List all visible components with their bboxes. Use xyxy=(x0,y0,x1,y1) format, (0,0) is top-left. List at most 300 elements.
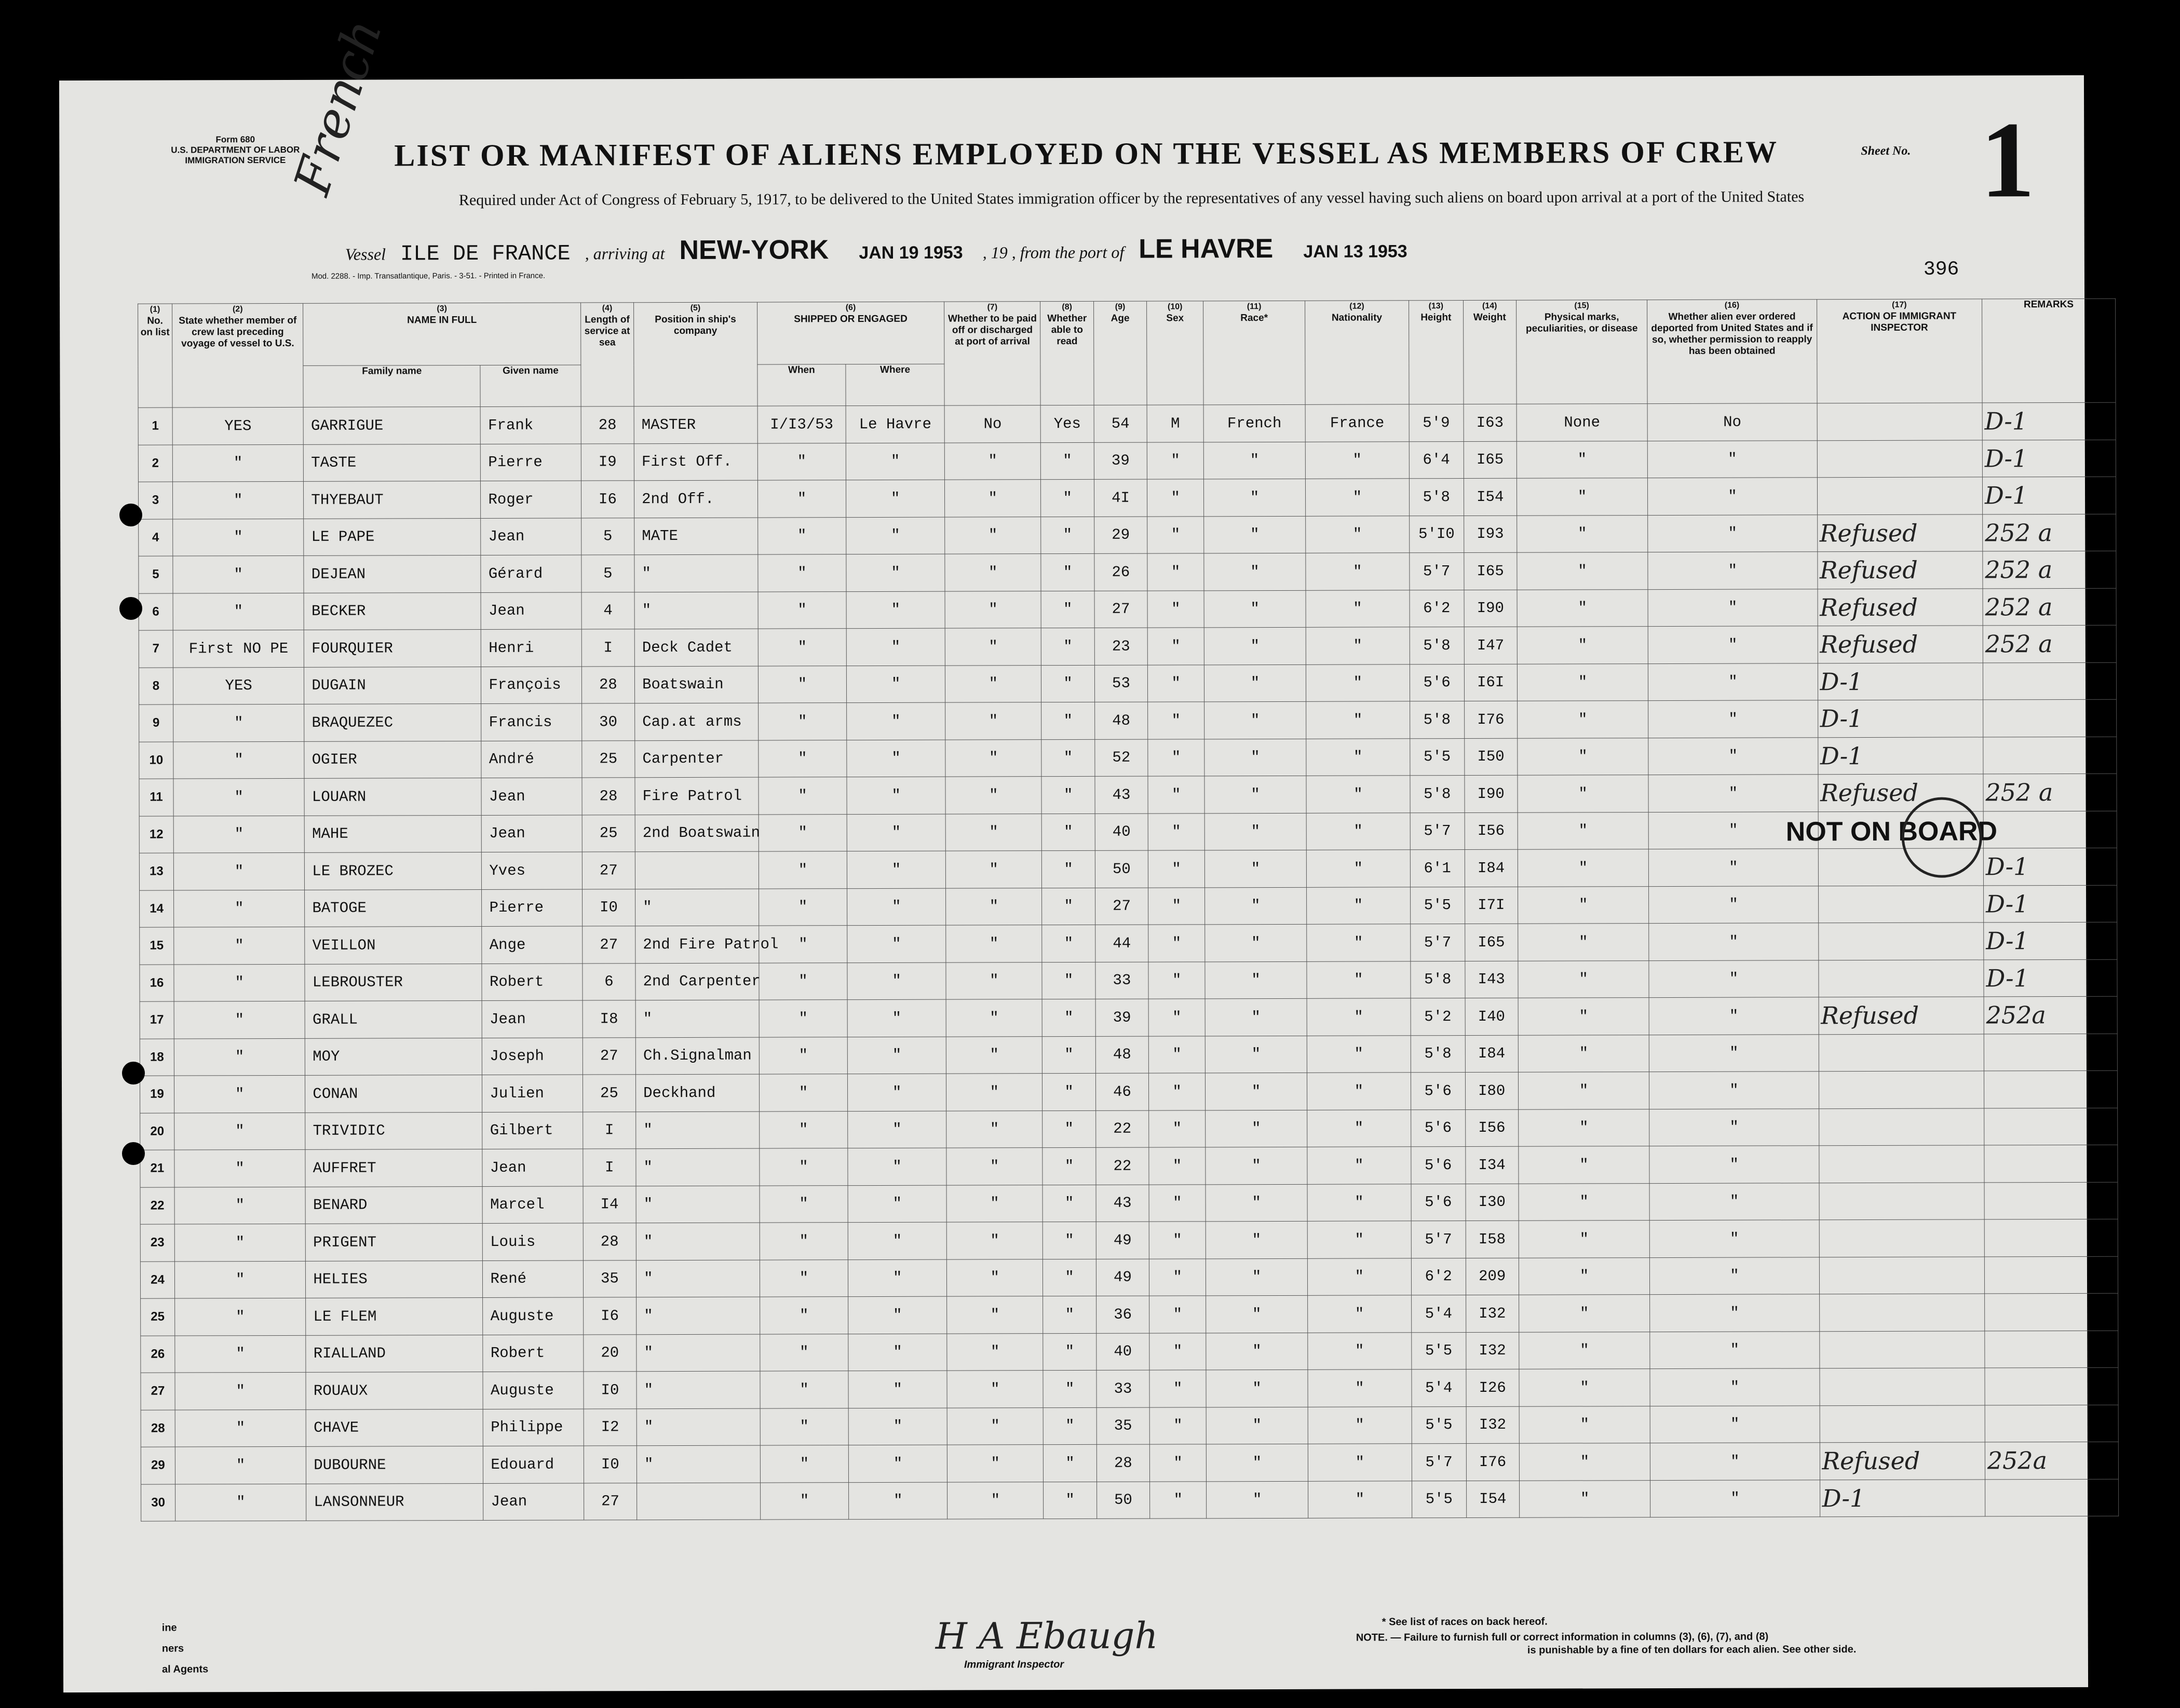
col-header-nationality: (12) Nationality xyxy=(1305,301,1409,405)
row-age: 39 xyxy=(1094,442,1147,480)
row-length-of-service: 28 xyxy=(583,1223,637,1260)
row-physical-marks: " xyxy=(1519,1406,1650,1443)
row-remarks xyxy=(1984,1070,2117,1108)
row-prev-voyage: YES xyxy=(173,667,304,704)
row-number: 30 xyxy=(141,1484,175,1522)
row-remarks: 252 a xyxy=(1983,774,2117,811)
row-race: " xyxy=(1204,553,1306,590)
row-sex: " xyxy=(1147,479,1204,517)
row-weight: I32 xyxy=(1466,1406,1520,1444)
row-able-to-read: " xyxy=(1042,962,1095,999)
row-length-of-service: 6 xyxy=(583,963,636,1000)
row-prev-voyage: " xyxy=(173,890,305,927)
row-paid-off: " xyxy=(945,517,1041,554)
row-inspector-action: Refused xyxy=(1817,514,1983,551)
row-shipped-when: " xyxy=(759,814,847,851)
row-nationality: " xyxy=(1306,738,1410,776)
row-number: 10 xyxy=(139,742,173,779)
row-length-of-service: 27 xyxy=(582,852,635,889)
row-remarks xyxy=(1984,1034,2117,1071)
row-physical-marks: " xyxy=(1518,775,1649,812)
row-shipped-where: " xyxy=(847,814,945,851)
col-header-where: Where xyxy=(846,364,944,405)
row-sex: " xyxy=(1149,1110,1206,1147)
row-weight: I65 xyxy=(1465,924,1518,961)
row-prev-voyage: " xyxy=(175,1298,306,1335)
row-inspector-action: Refused xyxy=(1820,1442,1985,1480)
row-sex: M xyxy=(1147,405,1203,442)
punch-hole xyxy=(119,504,142,526)
row-race: " xyxy=(1206,1295,1308,1333)
ship-seal xyxy=(1902,797,1982,877)
row-weight: I6I xyxy=(1464,664,1518,701)
table-row xyxy=(141,1442,2118,1484)
row-height: 5'2 xyxy=(1411,998,1465,1036)
row-able-to-read: " xyxy=(1041,776,1095,814)
row-given-name: Jean xyxy=(481,518,581,555)
row-able-to-read: " xyxy=(1041,665,1095,702)
row-shipped-where: " xyxy=(846,554,945,591)
form-id: Form 680 U.S. DEPARTMENT OF LABOR IMMIGRATION SERVICE xyxy=(171,134,300,166)
row-number: 15 xyxy=(140,927,174,965)
row-age: 54 xyxy=(1094,405,1147,442)
row-age: 28 xyxy=(1096,1444,1150,1482)
row-number: 28 xyxy=(141,1410,175,1447)
row-shipped-where: " xyxy=(848,1074,946,1111)
row-paid-off: " xyxy=(946,925,1042,963)
row-age: 33 xyxy=(1095,962,1149,999)
row-deported: " xyxy=(1649,923,1818,960)
row-shipped-where: " xyxy=(846,517,945,554)
row-sex: " xyxy=(1148,702,1204,739)
row-prev-voyage: " xyxy=(174,1075,305,1113)
row-race: " xyxy=(1204,627,1306,665)
col-header-deported: (16) Whether alien ever ordered deported from United States and if so, whether permission to reapply has been obtained xyxy=(1647,300,1817,404)
row-height: 5'6 xyxy=(1411,1184,1466,1221)
row-given-name: Jean xyxy=(482,1149,583,1186)
row-age: 46 xyxy=(1095,1073,1149,1110)
row-length-of-service: I6 xyxy=(581,481,634,518)
row-able-to-read: " xyxy=(1043,1333,1096,1371)
row-race: " xyxy=(1207,1481,1308,1519)
row-remarks: 252a xyxy=(1984,996,2117,1034)
row-position: MASTER xyxy=(634,406,757,443)
left-fragment: al Agents xyxy=(161,1663,209,1675)
row-length-of-service: I xyxy=(583,1149,637,1186)
row-age: 26 xyxy=(1094,553,1148,591)
row-remarks: D-1 xyxy=(1983,848,2117,885)
row-race: " xyxy=(1207,1444,1308,1481)
row-position: " xyxy=(635,889,759,926)
row-physical-marks: " xyxy=(1518,1109,1649,1146)
row-able-to-read: " xyxy=(1042,814,1095,851)
row-physical-marks: " xyxy=(1518,812,1649,849)
row-able-to-read: " xyxy=(1043,1222,1096,1259)
row-shipped-when: " xyxy=(759,1000,848,1037)
row-paid-off: " xyxy=(946,1148,1043,1185)
row-number: 5 xyxy=(139,556,173,593)
row-sex: " xyxy=(1148,739,1204,776)
row-race: " xyxy=(1204,813,1306,850)
row-physical-marks: " xyxy=(1519,1146,1650,1184)
row-position: " xyxy=(637,1445,760,1483)
row-position: Ch.Signalman xyxy=(635,1037,759,1075)
row-nationality: " xyxy=(1307,1109,1411,1147)
col-header-race: (11) Race* xyxy=(1203,301,1305,405)
table-row xyxy=(140,1108,2118,1150)
row-shipped-when: " xyxy=(760,1334,848,1371)
row-inspector-action: D-1 xyxy=(1818,737,1983,774)
col-header-prev: (2) State whether member of crew last preceding voyage of vessel to U.S. xyxy=(172,303,304,408)
row-family-name: TRIVIDIC xyxy=(305,1112,482,1149)
row-shipped-when: " xyxy=(759,963,848,1000)
row-given-name: Jean xyxy=(483,1483,584,1520)
row-prev-voyage: " xyxy=(175,1335,306,1373)
row-age: 23 xyxy=(1094,628,1148,665)
row-race: " xyxy=(1204,701,1306,739)
row-physical-marks: " xyxy=(1516,478,1648,516)
row-shipped-where: " xyxy=(848,1296,947,1334)
row-able-to-read: " xyxy=(1041,442,1094,480)
row-number: 11 xyxy=(139,779,173,816)
col-header-action: (17) ACTION OF IMMIGRANT INSPECTOR xyxy=(1817,299,1982,403)
row-given-name: Jean xyxy=(481,778,581,815)
footnote-penalty-cont: is punishable by a fine of ten dollars for each alien. See other side. xyxy=(1527,1644,1857,1656)
row-weight: I32 xyxy=(1466,1332,1519,1370)
row-prev-voyage: " xyxy=(174,1001,305,1038)
row-sex: " xyxy=(1149,1370,1206,1407)
row-deported: " xyxy=(1649,960,1818,997)
row-height: 5'5 xyxy=(1412,1481,1466,1518)
row-age: 22 xyxy=(1095,1110,1149,1148)
row-prev-voyage: " xyxy=(174,1113,306,1150)
row-inspector-action xyxy=(1818,959,1984,997)
row-able-to-read: " xyxy=(1042,1036,1096,1074)
row-weight: I76 xyxy=(1464,701,1518,738)
page-number: 396 xyxy=(1923,258,1959,281)
row-position: " xyxy=(637,1408,760,1446)
table-row xyxy=(141,1367,2118,1409)
row-prev-voyage: " xyxy=(173,555,304,593)
row-height: 5'5 xyxy=(1412,1406,1466,1444)
row-deported: " xyxy=(1649,1146,1819,1183)
from-label: , from the port of xyxy=(1011,242,1125,262)
row-weight: I90 xyxy=(1464,590,1518,627)
row-family-name: OGIER xyxy=(304,741,481,778)
row-given-name: Robert xyxy=(482,963,582,1000)
row-deported: " xyxy=(1649,1034,1819,1072)
row-prev-voyage: " xyxy=(174,1261,306,1298)
punch-hole xyxy=(122,1062,145,1085)
row-physical-marks: " xyxy=(1518,738,1649,775)
row-length-of-service: 28 xyxy=(581,666,635,703)
row-number: 19 xyxy=(140,1076,174,1113)
row-paid-off: " xyxy=(946,1222,1043,1259)
row-race: " xyxy=(1206,1110,1307,1147)
row-family-name: LE BROZEC xyxy=(305,852,482,889)
row-nationality: " xyxy=(1307,1147,1411,1184)
row-able-to-read: " xyxy=(1042,1110,1096,1148)
row-inspector-action: Refused xyxy=(1818,774,1984,811)
row-deported: " xyxy=(1648,589,1817,626)
row-physical-marks: " xyxy=(1518,924,1649,961)
row-number: 2 xyxy=(138,445,172,482)
row-physical-marks: " xyxy=(1519,1332,1650,1369)
row-age: 49 xyxy=(1096,1222,1149,1259)
row-remarks xyxy=(1984,1219,2118,1256)
row-prev-voyage: " xyxy=(172,481,304,519)
row-given-name: Yves xyxy=(482,852,582,889)
row-inspector-action xyxy=(1819,1145,1984,1183)
row-physical-marks: " xyxy=(1516,515,1648,552)
row-race: " xyxy=(1205,924,1307,961)
row-inspector-action xyxy=(1817,440,1983,477)
row-weight: I30 xyxy=(1466,1184,1519,1221)
row-able-to-read: " xyxy=(1042,1147,1096,1185)
row-age: 43 xyxy=(1095,776,1148,814)
row-deported: No xyxy=(1647,403,1817,441)
row-height: 5'7 xyxy=(1410,812,1465,850)
row-physical-marks: " xyxy=(1518,886,1649,924)
row-age: 50 xyxy=(1096,1482,1150,1519)
left-fragment: ine xyxy=(161,1622,177,1634)
row-remarks xyxy=(1984,1182,2118,1219)
row-able-to-read: " xyxy=(1041,628,1095,665)
row-position: 2nd Off. xyxy=(634,480,758,518)
row-nationality: " xyxy=(1306,553,1410,590)
row-weight: I40 xyxy=(1465,998,1519,1035)
row-inspector-action xyxy=(1819,1071,1984,1108)
row-nationality: France xyxy=(1305,404,1409,442)
requirement-text: Required under Act of Congress of February 5, 1917, to be delivered to the United States immigration officer by the representatives of any vessel having such aliens on board upon arrival at a port of the United States xyxy=(458,188,1805,209)
row-number: 24 xyxy=(140,1262,174,1299)
row-weight: I90 xyxy=(1464,775,1518,812)
row-race: French xyxy=(1203,404,1305,442)
row-length-of-service: 5 xyxy=(581,518,634,555)
row-nationality: " xyxy=(1306,627,1410,665)
row-paid-off: " xyxy=(947,1482,1044,1519)
col-header-shipped: (6) SHIPPED OR ENGAGED xyxy=(757,302,944,364)
row-position: " xyxy=(634,554,758,592)
row-race: " xyxy=(1205,887,1307,925)
table-row xyxy=(139,699,2117,741)
row-height: 6'2 xyxy=(1411,1258,1466,1295)
row-length-of-service: I8 xyxy=(583,1000,636,1038)
row-physical-marks: " xyxy=(1519,1480,1650,1517)
row-deported: " xyxy=(1648,775,1818,812)
row-shipped-where: " xyxy=(849,1445,947,1482)
row-position xyxy=(635,851,759,889)
row-sex: " xyxy=(1148,813,1204,850)
row-number: 1 xyxy=(138,408,172,445)
row-weight: I84 xyxy=(1465,1035,1519,1073)
row-prev-voyage: " xyxy=(175,1409,306,1447)
row-prev-voyage: " xyxy=(173,852,305,890)
row-able-to-read: " xyxy=(1042,999,1096,1036)
row-shipped-when: " xyxy=(760,1297,848,1334)
row-prev-voyage: " xyxy=(174,1038,305,1076)
row-weight: I56 xyxy=(1465,1109,1519,1147)
row-prev-voyage: " xyxy=(173,704,305,741)
row-shipped-when: " xyxy=(757,443,846,480)
col-header-when: When xyxy=(757,364,846,406)
row-inspector-action xyxy=(1820,1368,1985,1405)
table-row xyxy=(141,1405,2118,1447)
row-family-name: ROUAUX xyxy=(306,1372,483,1409)
row-height: 5'8 xyxy=(1410,701,1465,739)
row-sex: " xyxy=(1149,1258,1206,1296)
row-weight: I50 xyxy=(1464,738,1518,776)
table-row xyxy=(140,1034,2117,1076)
row-family-name: PRIGENT xyxy=(306,1223,483,1260)
row-shipped-when: " xyxy=(757,517,846,554)
row-length-of-service: 27 xyxy=(582,926,635,964)
row-position: Fire Patrol xyxy=(635,777,759,815)
row-physical-marks: " xyxy=(1517,589,1648,627)
row-shipped-when: " xyxy=(758,591,847,629)
row-nationality: " xyxy=(1307,1184,1411,1221)
row-position: Deck Cadet xyxy=(634,629,758,666)
row-family-name: DEJEAN xyxy=(304,555,481,592)
row-inspector-action: Refused xyxy=(1819,997,1984,1034)
row-shipped-where: " xyxy=(847,999,946,1037)
printer-line: Mod. 2288. - Imp. Transatlantique, Paris. - 3-51. - Printed in France. xyxy=(311,271,546,281)
row-nationality: " xyxy=(1308,1370,1412,1407)
row-given-name: Gilbert xyxy=(482,1111,583,1149)
row-nationality: " xyxy=(1306,887,1410,924)
row-deported: " xyxy=(1649,1220,1819,1257)
row-shipped-when: " xyxy=(759,926,847,963)
row-paid-off: " xyxy=(945,777,1042,814)
row-age: 36 xyxy=(1096,1296,1149,1333)
row-shipped-where: " xyxy=(848,1185,946,1223)
row-race: " xyxy=(1205,998,1307,1036)
row-age: 22 xyxy=(1096,1147,1149,1185)
row-paid-off: " xyxy=(945,851,1042,888)
row-inspector-action xyxy=(1819,1034,1984,1071)
row-age: 40 xyxy=(1096,1333,1150,1371)
table-row xyxy=(138,402,2116,444)
row-length-of-service: 28 xyxy=(582,778,635,815)
row-paid-off: " xyxy=(945,591,1041,628)
row-given-name: Pierre xyxy=(481,443,581,481)
table-row xyxy=(141,1331,2118,1373)
row-deported: " xyxy=(1648,478,1817,515)
row-paid-off: " xyxy=(947,1296,1044,1334)
row-sex: " xyxy=(1147,590,1204,628)
row-sex: " xyxy=(1147,553,1204,591)
table-row xyxy=(139,551,2116,593)
row-able-to-read: " xyxy=(1043,1259,1096,1296)
row-nationality: " xyxy=(1308,1481,1412,1518)
row-prev-voyage: " xyxy=(175,1372,306,1409)
row-shipped-when: " xyxy=(758,703,847,740)
row-weight: I63 xyxy=(1464,404,1517,441)
row-length-of-service: 25 xyxy=(582,740,635,778)
row-race: " xyxy=(1206,1147,1307,1184)
row-remarks: D-1 xyxy=(1982,477,2116,514)
row-able-to-read: " xyxy=(1042,888,1095,925)
row-deported: " xyxy=(1650,1294,1819,1332)
row-able-to-read: " xyxy=(1041,517,1094,554)
row-physical-marks: " xyxy=(1519,1257,1650,1295)
row-number: 16 xyxy=(140,965,174,1002)
row-height: 5'I0 xyxy=(1410,516,1464,553)
arrival-date: JAN 19 1953 xyxy=(859,242,963,263)
row-given-name: Pierre xyxy=(482,889,582,926)
row-paid-off: " xyxy=(946,1074,1043,1111)
row-race: " xyxy=(1204,442,1306,479)
row-shipped-where: " xyxy=(847,888,946,926)
row-position: " xyxy=(637,1334,760,1372)
row-position: Carpenter xyxy=(635,740,759,778)
punch-hole xyxy=(122,1142,145,1165)
col-header-paid: (7) Whether to be paid off or discharged at port of arrival xyxy=(944,302,1041,405)
row-number: 13 xyxy=(139,853,173,890)
row-height: 5'5 xyxy=(1412,1332,1466,1370)
row-paid-off: " xyxy=(945,665,1042,702)
row-weight: I65 xyxy=(1464,441,1517,479)
row-shipped-where: " xyxy=(849,1482,947,1520)
row-shipped-where: " xyxy=(847,740,945,777)
row-physical-marks: " xyxy=(1518,849,1649,887)
row-height: 5'5 xyxy=(1410,887,1465,924)
row-number: 12 xyxy=(139,816,173,853)
row-physical-marks: " xyxy=(1517,701,1648,738)
row-weight: I47 xyxy=(1464,627,1518,664)
row-position: " xyxy=(636,1223,760,1260)
row-sex: " xyxy=(1150,1481,1207,1519)
row-height: 5'4 xyxy=(1411,1295,1466,1333)
row-race: " xyxy=(1204,516,1306,553)
row-able-to-read: " xyxy=(1041,479,1094,517)
row-height: 5'7 xyxy=(1411,1221,1466,1258)
row-prev-voyage: " xyxy=(174,1187,306,1224)
row-inspector-action xyxy=(1817,403,1983,440)
row-length-of-service: 27 xyxy=(583,1037,636,1075)
row-given-name: Marcel xyxy=(482,1186,583,1223)
row-nationality: " xyxy=(1307,924,1411,961)
row-prev-voyage: " xyxy=(173,816,305,853)
row-prev-voyage: " xyxy=(173,741,305,779)
row-shipped-when: " xyxy=(758,629,847,666)
row-paid-off: No xyxy=(944,405,1041,443)
row-weight: I80 xyxy=(1465,1072,1519,1109)
row-age: 48 xyxy=(1094,702,1148,739)
row-race: " xyxy=(1205,850,1307,887)
row-weight: I65 xyxy=(1464,552,1517,590)
row-height: 5'7 xyxy=(1410,553,1464,590)
row-nationality: " xyxy=(1306,664,1410,701)
row-remarks xyxy=(1985,1405,2118,1442)
row-shipped-where: " xyxy=(846,443,945,480)
row-position: MATE xyxy=(634,518,758,555)
row-length-of-service: 5 xyxy=(581,555,635,592)
row-sex: " xyxy=(1149,1184,1206,1222)
row-length-of-service: I0 xyxy=(584,1446,637,1483)
row-shipped-where: " xyxy=(847,666,945,703)
row-given-name: Jean xyxy=(482,815,582,852)
row-family-name: BECKER xyxy=(304,592,481,630)
row-shipped-when: " xyxy=(760,1223,848,1260)
row-given-name: Jean xyxy=(482,1000,583,1038)
row-given-name: Julien xyxy=(482,1075,583,1112)
row-age: 29 xyxy=(1094,517,1147,554)
row-age: 53 xyxy=(1094,665,1148,702)
row-shipped-when: I/I3/53 xyxy=(757,406,846,443)
row-paid-off: " xyxy=(945,814,1042,851)
row-physical-marks: " xyxy=(1517,627,1648,664)
